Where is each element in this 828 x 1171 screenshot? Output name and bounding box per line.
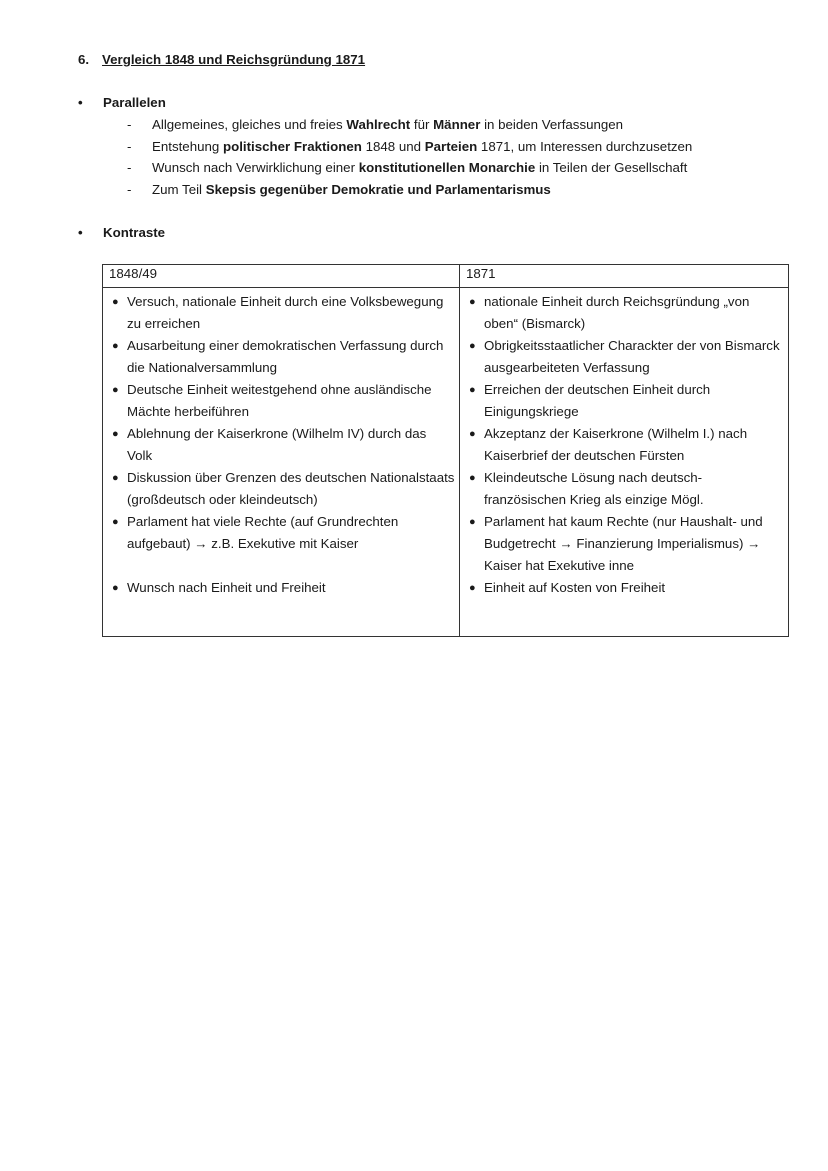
emphasis-text: Parteien bbox=[424, 138, 478, 154]
list-item-text: Obrigkeitsstaatlicher Charackter der von Bismarck ausgearbeiteten Verfassung bbox=[484, 338, 780, 375]
parallelen-item bbox=[127, 138, 692, 160]
list-item bbox=[466, 423, 784, 467]
list-item bbox=[109, 379, 455, 423]
list-item bbox=[466, 335, 784, 379]
list-item-text: Wunsch nach Einheit und Freiheit bbox=[127, 580, 326, 595]
bullet-icon: ● bbox=[112, 384, 119, 396]
kontraste-heading bbox=[78, 225, 165, 240]
bullet-icon: ● bbox=[469, 428, 476, 440]
list-item-text: Kleindeutsche Lösung nach deutsch-französischen Krieg als einzige Mögl. bbox=[484, 470, 704, 507]
dash-icon: - bbox=[127, 117, 132, 132]
list-item-text: Parlament hat viele Rechte (auf Grundrechten aufgebaut) → z.B. Exekutive mit Kaiser bbox=[127, 514, 399, 551]
parallelen-item bbox=[127, 116, 692, 138]
bullet-icon: ● bbox=[469, 340, 476, 352]
bullet-icon: ● bbox=[469, 516, 476, 528]
section-number: 6. bbox=[78, 52, 90, 67]
list-item-text: Versuch, nationale Einheit durch eine Volksbewegung zu erreichen bbox=[127, 294, 444, 331]
header-1871: 1871 bbox=[460, 265, 789, 288]
bullet-icon: ● bbox=[112, 340, 119, 352]
section-title: Vergleich 1848 und Reichsgründung 1871 bbox=[102, 52, 366, 67]
list-item-text: Deutsche Einheit weitestgehend ohne ausländische Mächte herbeiführen bbox=[127, 382, 432, 419]
item-text: in Teilen der Gesellschaft bbox=[535, 160, 688, 175]
parallelen-item bbox=[127, 159, 692, 181]
list-item bbox=[466, 511, 784, 577]
emphasis-text: Männer bbox=[433, 117, 481, 132]
bullet-icon: • bbox=[78, 95, 83, 110]
list-item bbox=[109, 291, 455, 335]
list-item bbox=[466, 379, 784, 423]
list-item bbox=[466, 467, 784, 511]
list-item bbox=[109, 423, 455, 467]
bullet-icon: ● bbox=[112, 296, 119, 308]
emphasis-text: Wahlrecht bbox=[346, 117, 411, 132]
list-item-text: Einheit auf Kosten von Freiheit bbox=[484, 580, 666, 595]
list-item bbox=[109, 335, 455, 379]
list-item bbox=[466, 291, 784, 335]
section-heading bbox=[78, 52, 365, 67]
dash-icon: - bbox=[127, 181, 132, 197]
bullet-icon: ● bbox=[469, 296, 476, 308]
bullet-icon: • bbox=[78, 225, 83, 240]
list-1848 bbox=[109, 291, 455, 599]
parallelen-item bbox=[127, 181, 692, 203]
item-text: 1848 und bbox=[361, 138, 425, 154]
bullet-icon: ● bbox=[469, 472, 476, 484]
list-item-text: Diskussion über Grenzen des deutschen Nationalstaats (großdeutsch oder kleindeutsch) bbox=[127, 470, 455, 507]
emphasis-text: politischer Fraktionen bbox=[222, 138, 362, 154]
emphasis-text: Skepsis gegenüber Demokratie und Parlamentarismus bbox=[205, 181, 551, 197]
list-item bbox=[109, 577, 455, 599]
header-1848: 1848/49 bbox=[103, 265, 460, 288]
list-1871 bbox=[466, 291, 784, 599]
bullet-icon: ● bbox=[112, 582, 119, 594]
list-item bbox=[109, 511, 455, 555]
kontraste-table bbox=[102, 264, 789, 637]
item-text: Allgemeines, gleiches und freies bbox=[152, 117, 347, 132]
dash-icon: - bbox=[127, 138, 132, 154]
parallelen-list bbox=[127, 116, 692, 202]
item-text: in beiden Verfassungen bbox=[480, 117, 624, 132]
parallelen-heading bbox=[78, 95, 166, 110]
table-body-row bbox=[103, 288, 789, 637]
list-item-text: Ausarbeitung einer demokratischen Verfassung durch die Nationalversammlung bbox=[127, 338, 444, 375]
item-text: Wunsch nach Verwirklichung einer bbox=[152, 160, 359, 175]
list-item-text: nationale Einheit durch Reichsgründung „von oben“ (Bismarck) bbox=[484, 294, 750, 331]
item-text: Zum Teil bbox=[152, 181, 206, 197]
dash-icon: - bbox=[127, 160, 132, 175]
list-item-text: Akzeptanz der Kaiserkrone (Wilhelm I.) nach Kaiserbrief der deutschen Fürsten bbox=[484, 426, 748, 463]
list-item bbox=[109, 467, 455, 511]
bullet-icon: ● bbox=[112, 472, 119, 484]
list-item-text: Ablehnung der Kaiserkrone (Wilhelm IV) durch das Volk bbox=[127, 426, 427, 463]
bullet-icon: ● bbox=[469, 384, 476, 396]
list-item bbox=[466, 577, 784, 599]
table-header-row bbox=[103, 265, 789, 288]
cell-1848 bbox=[103, 288, 460, 637]
item-text: 1871, um Interessen durchzusetzen bbox=[477, 138, 693, 154]
bullet-icon: ● bbox=[112, 516, 119, 528]
bullet-icon: ● bbox=[112, 428, 119, 440]
kontraste-label: Kontraste bbox=[103, 225, 166, 240]
emphasis-text: konstitutionellen Monarchie bbox=[358, 160, 536, 175]
list-item-text: Parlament hat kaum Rechte (nur Haushalt- und Budgetrecht → Finanzierung Imperialismus) → Kaiser hat Exekutive inne bbox=[484, 514, 763, 573]
item-text: für bbox=[410, 117, 434, 132]
bullet-icon: ● bbox=[469, 582, 476, 594]
list-item-text: Erreichen der deutschen Einheit durch Einigungskriege bbox=[484, 382, 711, 419]
cell-1871 bbox=[460, 288, 789, 637]
parallelen-label: Parallelen bbox=[103, 95, 166, 110]
item-text: Entstehung bbox=[152, 138, 223, 154]
